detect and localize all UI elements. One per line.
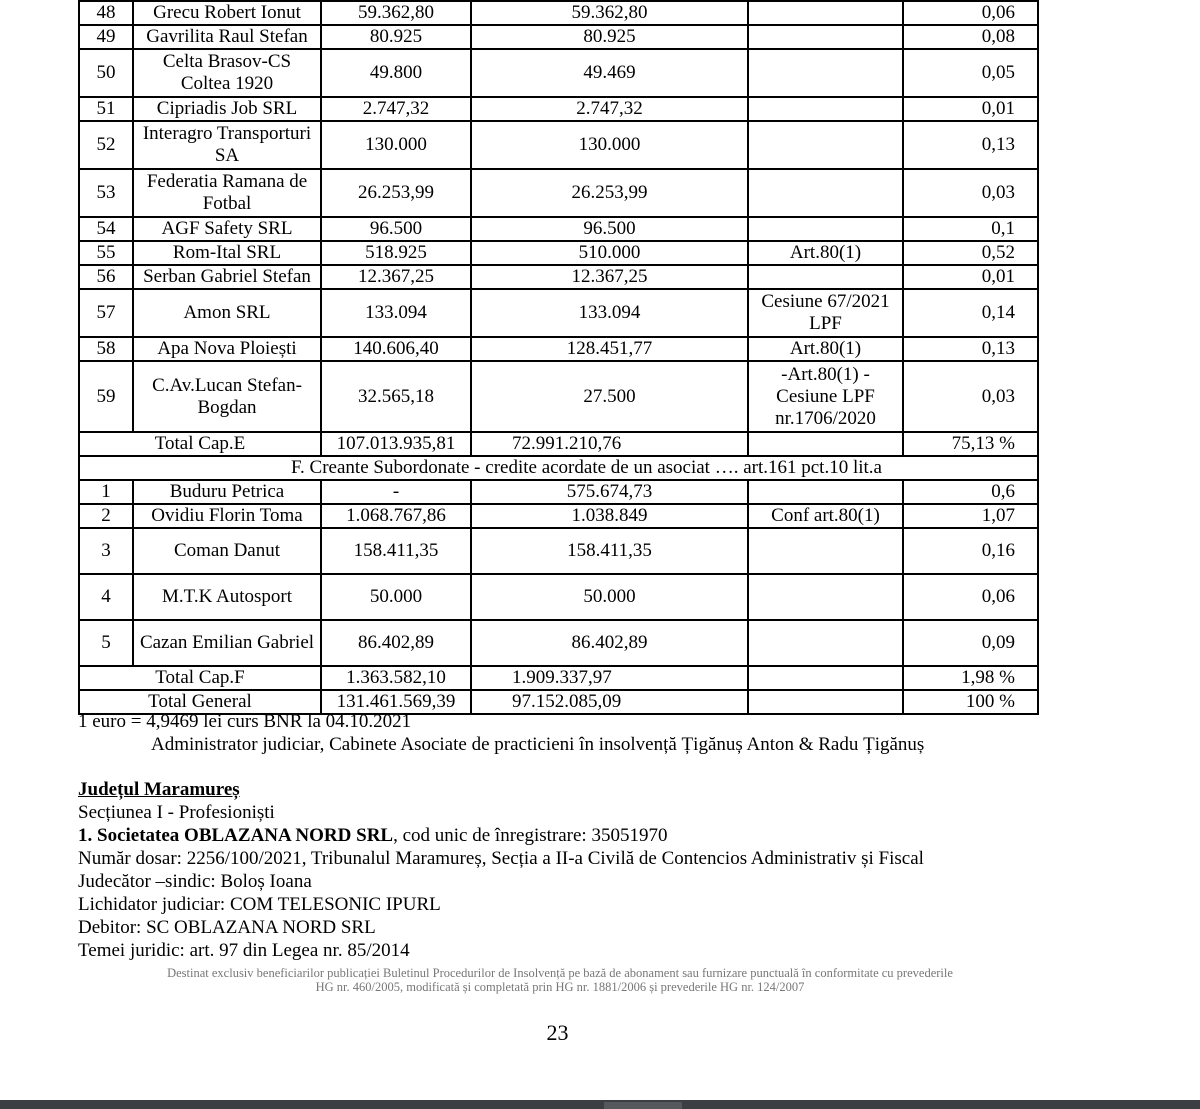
creditor-name: Federatia Ramana de Fotbal	[133, 169, 321, 217]
total-cap-e-admitted: 72.991.210,76	[471, 432, 748, 456]
creditor-f-row	[79, 574, 1038, 620]
admitted-amount: 27.500	[471, 361, 748, 432]
declared-amount: 1.068.767,86	[321, 504, 471, 528]
admitted-amount: 130.000	[471, 121, 748, 169]
row-number: 3	[79, 528, 133, 574]
row-number: 57	[79, 289, 133, 337]
creditor-name: Cipriadis Job SRL	[133, 97, 321, 121]
row-number: 4	[79, 574, 133, 620]
total-cap-f-obs	[748, 666, 903, 690]
admitted-amount: 50.000	[471, 574, 748, 620]
percentage: 0,1	[903, 217, 1038, 241]
creditor-name: Rom-Ital SRL	[133, 241, 321, 265]
percentage: 0,06	[903, 574, 1038, 620]
row-number: 51	[79, 97, 133, 121]
observations	[748, 1, 903, 25]
section-f-title: F. Creante Subordonate - credite acordate de un asociat …. art.161 pct.10 lit.a	[79, 456, 1038, 480]
company-name: 1. Societatea OBLAZANA NORD SRL	[78, 825, 394, 846]
administrator-line: Administrator judiciar, Cabinete Asociate de practicieni în insolvență Țigănuș Anton & Radu Țigănuș	[151, 734, 925, 755]
row-number: 50	[79, 49, 133, 97]
row-number: 49	[79, 25, 133, 49]
declared-amount: 140.606,40	[321, 337, 471, 361]
creditor-e-row	[79, 1, 1038, 25]
row-number: 58	[79, 337, 133, 361]
creditor-name: Amon SRL	[133, 289, 321, 337]
percentage: 0,06	[903, 1, 1038, 25]
total-cap-e-obs	[748, 432, 903, 456]
creditor-f-row	[79, 480, 1038, 504]
admitted-amount: 96.500	[471, 217, 748, 241]
creditor-f-row	[79, 620, 1038, 666]
creditor-name: C.Av.Lucan Stefan-Bogdan	[133, 361, 321, 432]
creditor-name: Interagro Transporturi SA	[133, 121, 321, 169]
company-line	[78, 824, 667, 847]
percentage: 0,01	[903, 97, 1038, 121]
exchange-rate-note: 1 euro = 4,9469 lei curs BNR la 04.10.2021	[78, 711, 412, 732]
observations: -Art.80(1) -Cesiune LPF nr.1706/2020	[748, 361, 903, 432]
declared-amount: 49.800	[321, 49, 471, 97]
percentage: 0,13	[903, 337, 1038, 361]
admitted-amount: 12.367,25	[471, 265, 748, 289]
percentage: 0,09	[903, 620, 1038, 666]
row-number: 52	[79, 121, 133, 169]
total-general-admitted: 97.152.085,09	[471, 690, 748, 714]
declared-amount: 518.925	[321, 241, 471, 265]
percentage: 0,01	[903, 265, 1038, 289]
total-cap-f-label: Total Cap.F	[79, 666, 321, 690]
admitted-amount: 2.747,32	[471, 97, 748, 121]
row-number: 54	[79, 217, 133, 241]
declared-amount: 26.253,99	[321, 169, 471, 217]
section-label: Secțiunea I - Profesioniști	[78, 802, 275, 823]
declared-amount: 2.747,32	[321, 97, 471, 121]
creditor-e-row	[79, 337, 1038, 361]
total-general-label: Total General	[79, 690, 321, 714]
observations: Cesiune 67/2021 LPF	[748, 289, 903, 337]
observations	[748, 121, 903, 169]
row-number: 48	[79, 1, 133, 25]
declared-amount: 130.000	[321, 121, 471, 169]
row-number: 5	[79, 620, 133, 666]
liquidator-line: Lichidator judiciar: COM TELESONIC IPURL	[78, 894, 441, 915]
legal-basis-line: Temei juridic: art. 97 din Legea nr. 85/2014	[78, 940, 410, 961]
judge-line: Judecător –sindic: Boloș Ioana	[78, 871, 312, 892]
observations	[748, 574, 903, 620]
admitted-amount: 49.469	[471, 49, 748, 97]
creditor-name: Gavrilita Raul Stefan	[133, 25, 321, 49]
creditor-e-row	[79, 241, 1038, 265]
declared-amount: 133.094	[321, 289, 471, 337]
creditor-e-row	[79, 169, 1038, 217]
percentage: 0,16	[903, 528, 1038, 574]
total-general-pct: 100 %	[903, 690, 1038, 714]
observations	[748, 97, 903, 121]
creditor-name: Coman Danut	[133, 528, 321, 574]
debtor-line: Debitor: SC OBLAZANA NORD SRL	[78, 917, 376, 938]
creditor-name: Ovidiu Florin Toma	[133, 504, 321, 528]
section-f-title-row	[79, 456, 1038, 480]
declared-amount: 86.402,89	[321, 620, 471, 666]
row-number: 2	[79, 504, 133, 528]
percentage: 0,6	[903, 480, 1038, 504]
total-cap-e-pct: 75,13 %	[903, 432, 1038, 456]
creditor-e-row	[79, 361, 1038, 432]
creditor-f-row	[79, 504, 1038, 528]
page-number: 23	[546, 1020, 569, 1045]
row-number: 59	[79, 361, 133, 432]
observations	[748, 169, 903, 217]
observations	[748, 528, 903, 574]
creditor-e-row	[79, 217, 1038, 241]
creditor-e-row	[79, 49, 1038, 97]
creditor-e-row	[79, 121, 1038, 169]
percentage: 0,03	[903, 361, 1038, 432]
creditor-e-row	[79, 265, 1038, 289]
declared-amount: 80.925	[321, 25, 471, 49]
observations: Conf art.80(1)	[748, 504, 903, 528]
footer-disclaimer	[100, 966, 1020, 994]
observations	[748, 480, 903, 504]
row-number: 1	[79, 480, 133, 504]
percentage: 0,14	[903, 289, 1038, 337]
row-number: 55	[79, 241, 133, 265]
percentage: 0,13	[903, 121, 1038, 169]
declared-amount: -	[321, 480, 471, 504]
observations	[748, 217, 903, 241]
total-cap-e-row	[79, 432, 1038, 456]
total-cap-e-label: Total Cap.E	[79, 432, 321, 456]
creditor-name: AGF Safety SRL	[133, 217, 321, 241]
creditor-name: M.T.K Autosport	[133, 574, 321, 620]
toolbar-scroll-thumb[interactable]	[604, 1102, 682, 1109]
admitted-amount: 158.411,35	[471, 528, 748, 574]
observations	[748, 265, 903, 289]
row-number: 53	[79, 169, 133, 217]
disclaimer-line-2: HG nr. 460/2005, modificată și completată prin HG nr. 1881/2006 și prevederile HG nr. 124/2007	[315, 980, 805, 994]
admitted-amount: 133.094	[471, 289, 748, 337]
percentage: 0,05	[903, 49, 1038, 97]
admitted-amount: 86.402,89	[471, 620, 748, 666]
declared-amount: 158.411,35	[321, 528, 471, 574]
admitted-amount: 510.000	[471, 241, 748, 265]
total-cap-f-admitted: 1.909.337,97	[471, 666, 748, 690]
admitted-amount: 575.674,73	[471, 480, 748, 504]
total-general-obs	[748, 690, 903, 714]
admitted-amount: 26.253,99	[471, 169, 748, 217]
viewer-bottom-toolbar[interactable]	[0, 1100, 1200, 1109]
creditor-f-row	[79, 528, 1038, 574]
creditor-name: Buduru Petrica	[133, 480, 321, 504]
company-cui: , cod unic de înregistrare: 35051970	[393, 825, 668, 846]
observations	[748, 49, 903, 97]
total-cap-f-pct: 1,98 %	[903, 666, 1038, 690]
declared-amount: 59.362,80	[321, 1, 471, 25]
creditor-name: Apa Nova Ploiești	[133, 337, 321, 361]
percentage: 1,07	[903, 504, 1038, 528]
declared-amount: 96.500	[321, 217, 471, 241]
creditors-table	[78, 0, 1039, 715]
creditor-e-row	[79, 97, 1038, 121]
admitted-amount: 1.038.849	[471, 504, 748, 528]
creditor-name: Cazan Emilian Gabriel	[133, 620, 321, 666]
percentage: 0,52	[903, 241, 1038, 265]
case-number: Număr dosar: 2256/100/2021, Tribunalul Maramureș, Secția a II-a Civilă de Contencios Administrativ și Fiscal	[78, 848, 924, 869]
disclaimer-line-1: Destinat exclusiv beneficiarilor publicației Buletinul Procedurilor de Insolvență pe bază de abonament sau furnizare punctuală în conformitate cu prevederile	[167, 966, 953, 980]
creditor-e-row	[79, 25, 1038, 49]
admitted-amount: 59.362,80	[471, 1, 748, 25]
observations: Art.80(1)	[748, 337, 903, 361]
creditor-name: Celta Brasov-CS Coltea 1920	[133, 49, 321, 97]
declared-amount: 50.000	[321, 574, 471, 620]
creditor-e-row	[79, 289, 1038, 337]
declared-amount: 12.367,25	[321, 265, 471, 289]
admitted-amount: 80.925	[471, 25, 748, 49]
county-heading: Județul Maramureș	[78, 779, 240, 800]
observations	[748, 620, 903, 666]
total-cap-e-declared: 107.013.935,81	[321, 432, 471, 456]
observations	[748, 25, 903, 49]
row-number: 56	[79, 265, 133, 289]
declared-amount: 32.565,18	[321, 361, 471, 432]
admitted-amount: 128.451,77	[471, 337, 748, 361]
observations: Art.80(1)	[748, 241, 903, 265]
creditor-name: Serban Gabriel Stefan	[133, 265, 321, 289]
percentage: 0,03	[903, 169, 1038, 217]
total-cap-f-row	[79, 666, 1038, 690]
percentage: 0,08	[903, 25, 1038, 49]
creditor-name: Grecu Robert Ionut	[133, 1, 321, 25]
total-cap-f-declared: 1.363.582,10	[321, 666, 471, 690]
total-general-declared: 131.461.569,39	[321, 690, 471, 714]
